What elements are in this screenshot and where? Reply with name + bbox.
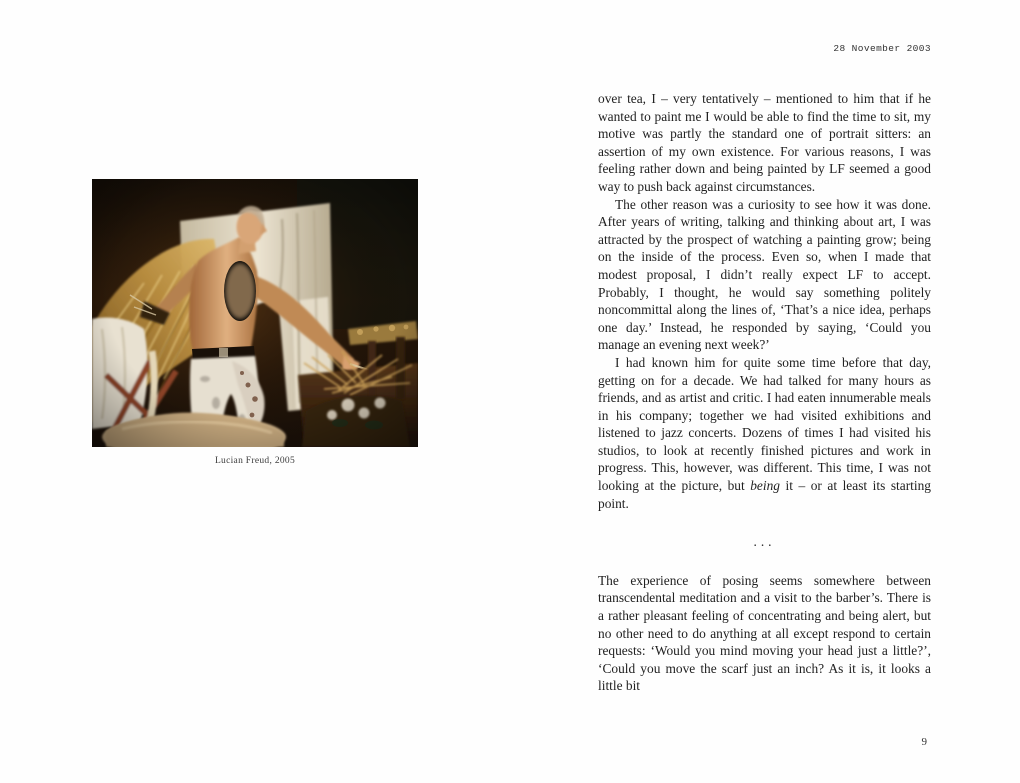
paragraph: I had known him for quite some time before that day, getting on for a decade. We had talked for many hours as friends, and as artist and critic. I had eaten innumerable meals in his company; together we had visited exhibitions and listened to jazz concerts. Dozens of times I had visited his studios, to look at recently finished pictures and work in progress. This, however, was different. This time, I was not looking at the picture, but being it – or at least its starting point. bbox=[598, 354, 931, 511]
photo-caption: Lucian Freud, 2005 bbox=[214, 456, 296, 466]
photo-figure bbox=[92, 179, 418, 466]
paragraph: The experience of posing seems somewhere between transcendental meditation and a visit to the barber’s. There is a rather pleasant feeling of concentrating and being alert, but no other need to do anything at all except respond to certain requests: ‘Would you mind moving your head just a little?’, ‘Could you move the scarf just an inch? As it is, it looks a little bit bbox=[598, 572, 931, 694]
paragraph: over tea, I – very tentatively – mentioned to him that if he wanted to paint me I would be able to find the time to sit, my motive was partly the standard one of portrait sitters: an assertion of my own existence. For various reasons, I was feeling rather down and being painted by LF seemed a good way to push back against circumstances. bbox=[598, 91, 931, 194]
paragraph: The other reason was a curiosity to see how it was done. After years of writing, talking and thinking about art, I was attracted by the prospect of watching a painting grow; being on the inside of the process. Even so, when I made that modest proposal, I didn’t really expect LF to accept. Probably, I thought, he would say something politely noncommittal along the lines of, ‘That’s a nice idea, perhaps one day.’ Instead, he responded by saying, ‘Could you manage an evening next week?’ bbox=[598, 196, 931, 353]
body-text bbox=[598, 90, 931, 695]
page-number: 9 bbox=[921, 736, 927, 748]
running-header-date: 28 November 2003 bbox=[833, 43, 931, 54]
studio-photo bbox=[92, 179, 418, 447]
section-break: ... bbox=[753, 534, 776, 550]
photo-vignette bbox=[92, 179, 418, 447]
